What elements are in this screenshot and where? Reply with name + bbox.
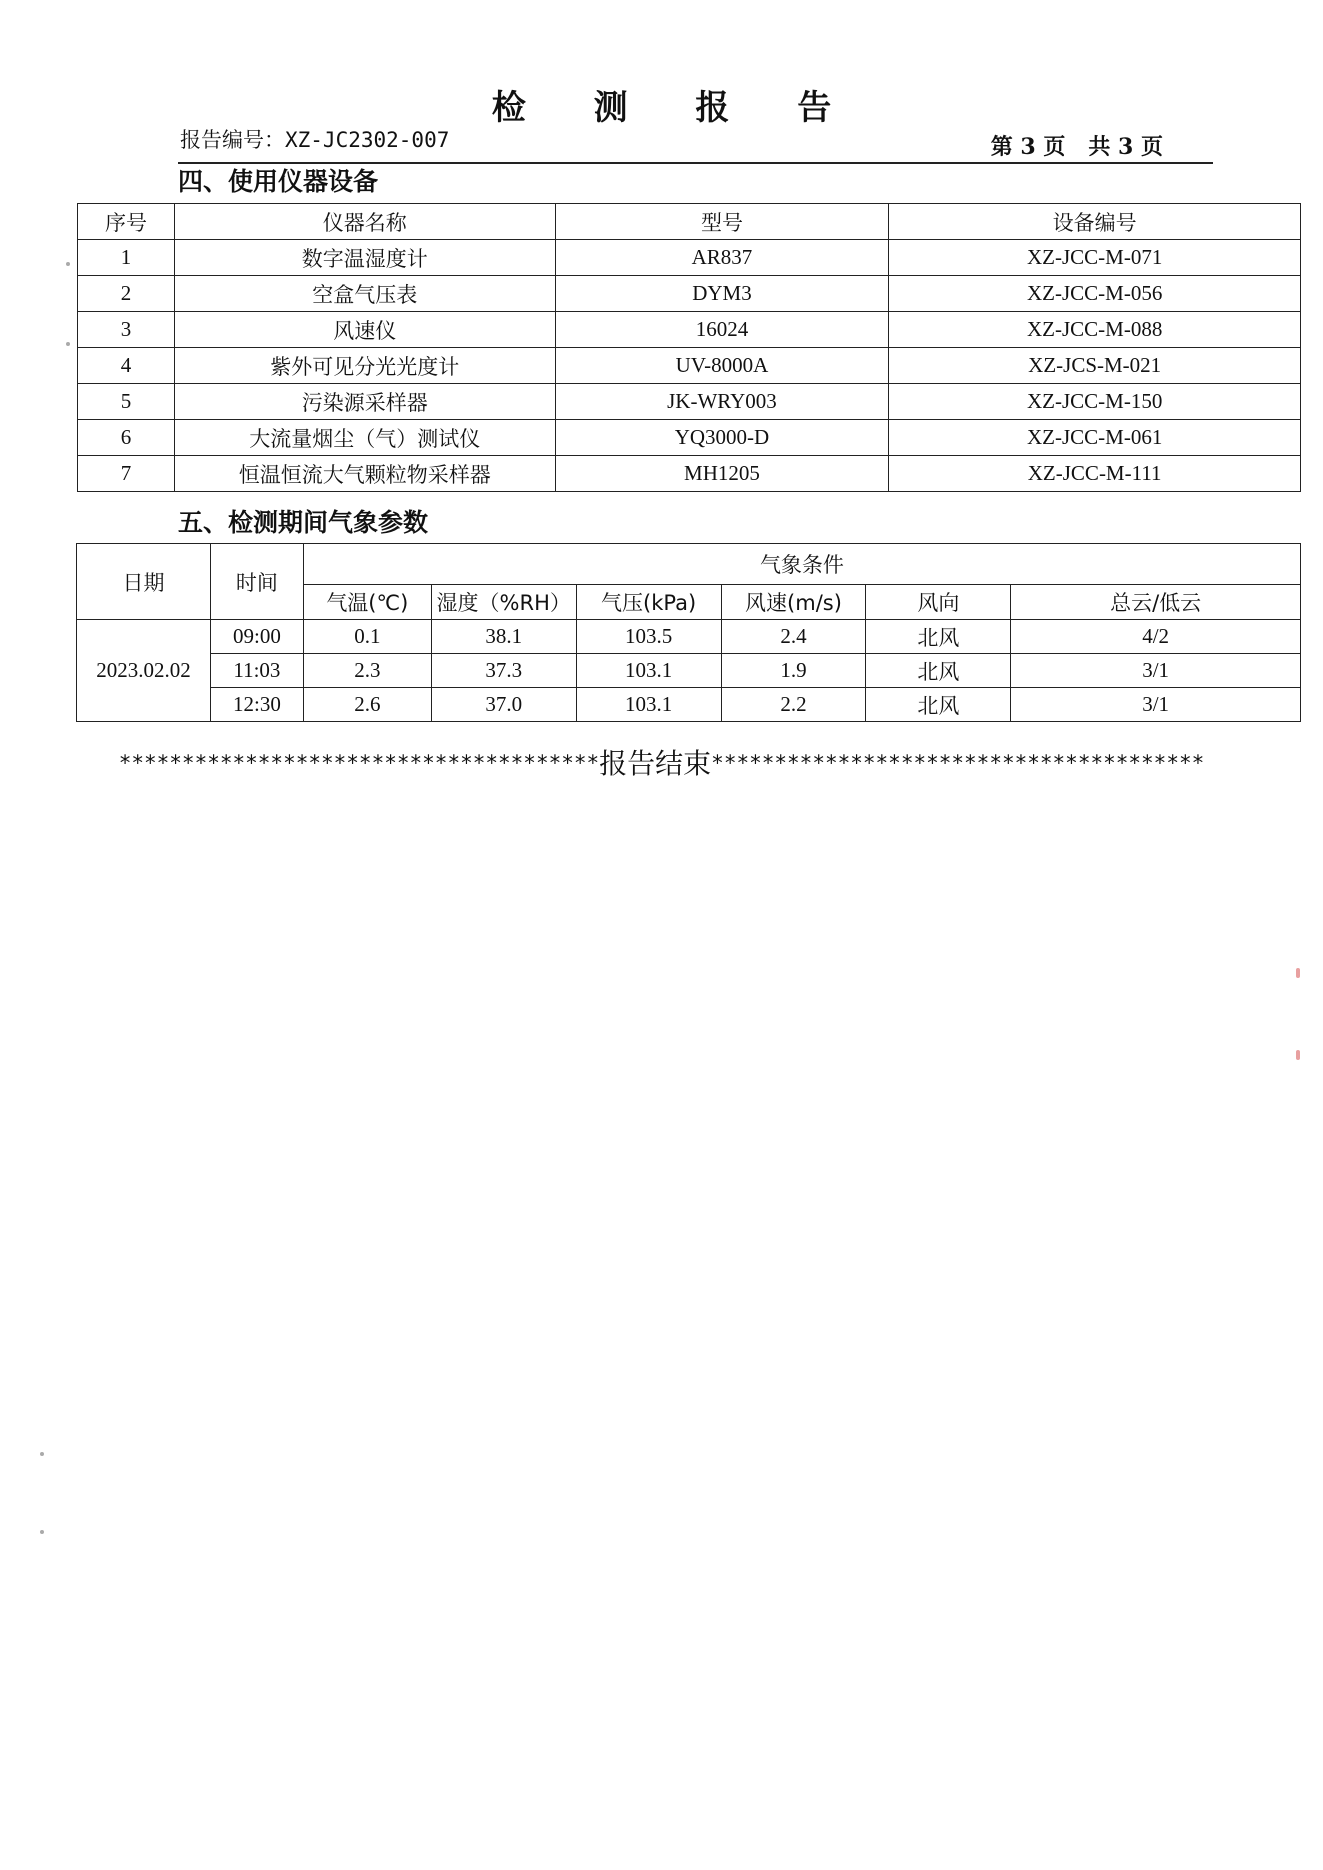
table-cell: 6	[78, 420, 175, 456]
weather-conditions-header: 气象条件	[303, 544, 1300, 585]
report-end-text: 报告结束	[599, 747, 712, 780]
table-cell: XZ-JCS-M-021	[889, 348, 1301, 384]
table-cell: 37.0	[431, 688, 576, 722]
table-row	[78, 348, 1301, 384]
table-cell: 5	[78, 384, 175, 420]
scan-mark	[1296, 1050, 1300, 1060]
table-cell: 恒温恒流大气颗粒物采样器	[174, 456, 555, 492]
table-cell: 2	[78, 276, 175, 312]
table-cell: 2.2	[721, 688, 866, 722]
table-row	[78, 276, 1301, 312]
table-cell: 0.1	[303, 620, 431, 654]
weather-table	[76, 543, 1301, 722]
table-cell: 污染源采样器	[174, 384, 555, 420]
scan-speck	[66, 342, 70, 346]
table-cell: 2.6	[303, 688, 431, 722]
table-cell: 1.9	[721, 654, 866, 688]
table-row	[77, 620, 1301, 654]
table-cell: 2.3	[303, 654, 431, 688]
table-cell: 紫外可见分光光度计	[174, 348, 555, 384]
table-cell: 空盒气压表	[174, 276, 555, 312]
table-cell: 4/2	[1011, 620, 1301, 654]
table-cell: 北风	[866, 654, 1011, 688]
page-title: 检 测 报 告	[491, 88, 860, 128]
table-cell: XZ-JCC-M-061	[889, 420, 1301, 456]
table-cell: JK-WRY003	[555, 384, 889, 420]
table-cell: 2.4	[721, 620, 866, 654]
column-header: 风速(m/s)	[721, 585, 866, 620]
report-end-line	[0, 742, 1323, 782]
table-row	[77, 654, 1301, 688]
date-cell: 2023.02.02	[77, 620, 211, 722]
table-cell: 4	[78, 348, 175, 384]
table-cell: DYM3	[555, 276, 889, 312]
table-cell: 3	[78, 312, 175, 348]
table-row	[78, 384, 1301, 420]
table-cell: 103.1	[576, 688, 721, 722]
table-cell: 37.3	[431, 654, 576, 688]
section-title-equipment: 四、使用仪器设备	[178, 167, 379, 196]
end-stars-right: ***************************************	[711, 751, 1205, 775]
column-header: 设备编号	[889, 204, 1301, 240]
time-cell: 11:03	[210, 654, 303, 688]
table-cell: XZ-JCC-M-088	[889, 312, 1301, 348]
table-row	[77, 688, 1301, 722]
table-cell: MH1205	[555, 456, 889, 492]
equipment-table	[77, 203, 1301, 492]
table-row	[78, 420, 1301, 456]
column-header: 型号	[555, 204, 889, 240]
table-row	[78, 312, 1301, 348]
table-cell: 38.1	[431, 620, 576, 654]
table-row	[78, 456, 1301, 492]
column-header: 仪器名称	[174, 204, 555, 240]
table-cell: 16024	[555, 312, 889, 348]
scan-speck	[66, 262, 70, 266]
table-header-row	[78, 204, 1301, 240]
scan-mark	[1296, 968, 1300, 978]
table-cell: 1	[78, 240, 175, 276]
time-cell: 09:00	[210, 620, 303, 654]
column-header: 气温(℃)	[303, 585, 431, 620]
table-cell: XZ-JCC-M-071	[889, 240, 1301, 276]
table-cell: XZ-JCC-M-056	[889, 276, 1301, 312]
table-cell: 103.1	[576, 654, 721, 688]
table-cell: 3/1	[1011, 654, 1301, 688]
column-header: 风向	[866, 585, 1011, 620]
time-cell: 12:30	[210, 688, 303, 722]
table-cell: 风速仪	[174, 312, 555, 348]
scan-speck	[40, 1530, 44, 1534]
table-cell: AR837	[555, 240, 889, 276]
column-header: 湿度（%RH）	[431, 585, 576, 620]
table-cell: 7	[78, 456, 175, 492]
page-indicator: 第 3 页 共 3 页	[990, 134, 1163, 160]
report-number: 报告编号：XZ-JC2302-007	[180, 128, 450, 152]
table-cell: XZ-JCC-M-150	[889, 384, 1301, 420]
table-cell: 3/1	[1011, 688, 1301, 722]
time-header: 时间	[210, 544, 303, 620]
table-cell: 北风	[866, 688, 1011, 722]
table-cell: 北风	[866, 620, 1011, 654]
section-title-weather: 五、检测期间气象参数	[178, 508, 429, 537]
column-header: 总云/低云	[1011, 585, 1301, 620]
table-cell: XZ-JCC-M-111	[889, 456, 1301, 492]
table-cell: 大流量烟尘（气）测试仪	[174, 420, 555, 456]
table-row	[78, 240, 1301, 276]
column-header: 序号	[78, 204, 175, 240]
table-cell: UV-8000A	[555, 348, 889, 384]
column-header: 气压(kPa)	[576, 585, 721, 620]
table-cell: 数字温湿度计	[174, 240, 555, 276]
table-cell: YQ3000-D	[555, 420, 889, 456]
end-stars-left: **************************************	[118, 751, 600, 775]
scan-speck	[40, 1452, 44, 1456]
table-cell: 103.5	[576, 620, 721, 654]
table-header-row	[77, 544, 1301, 585]
date-header: 日期	[77, 544, 211, 620]
